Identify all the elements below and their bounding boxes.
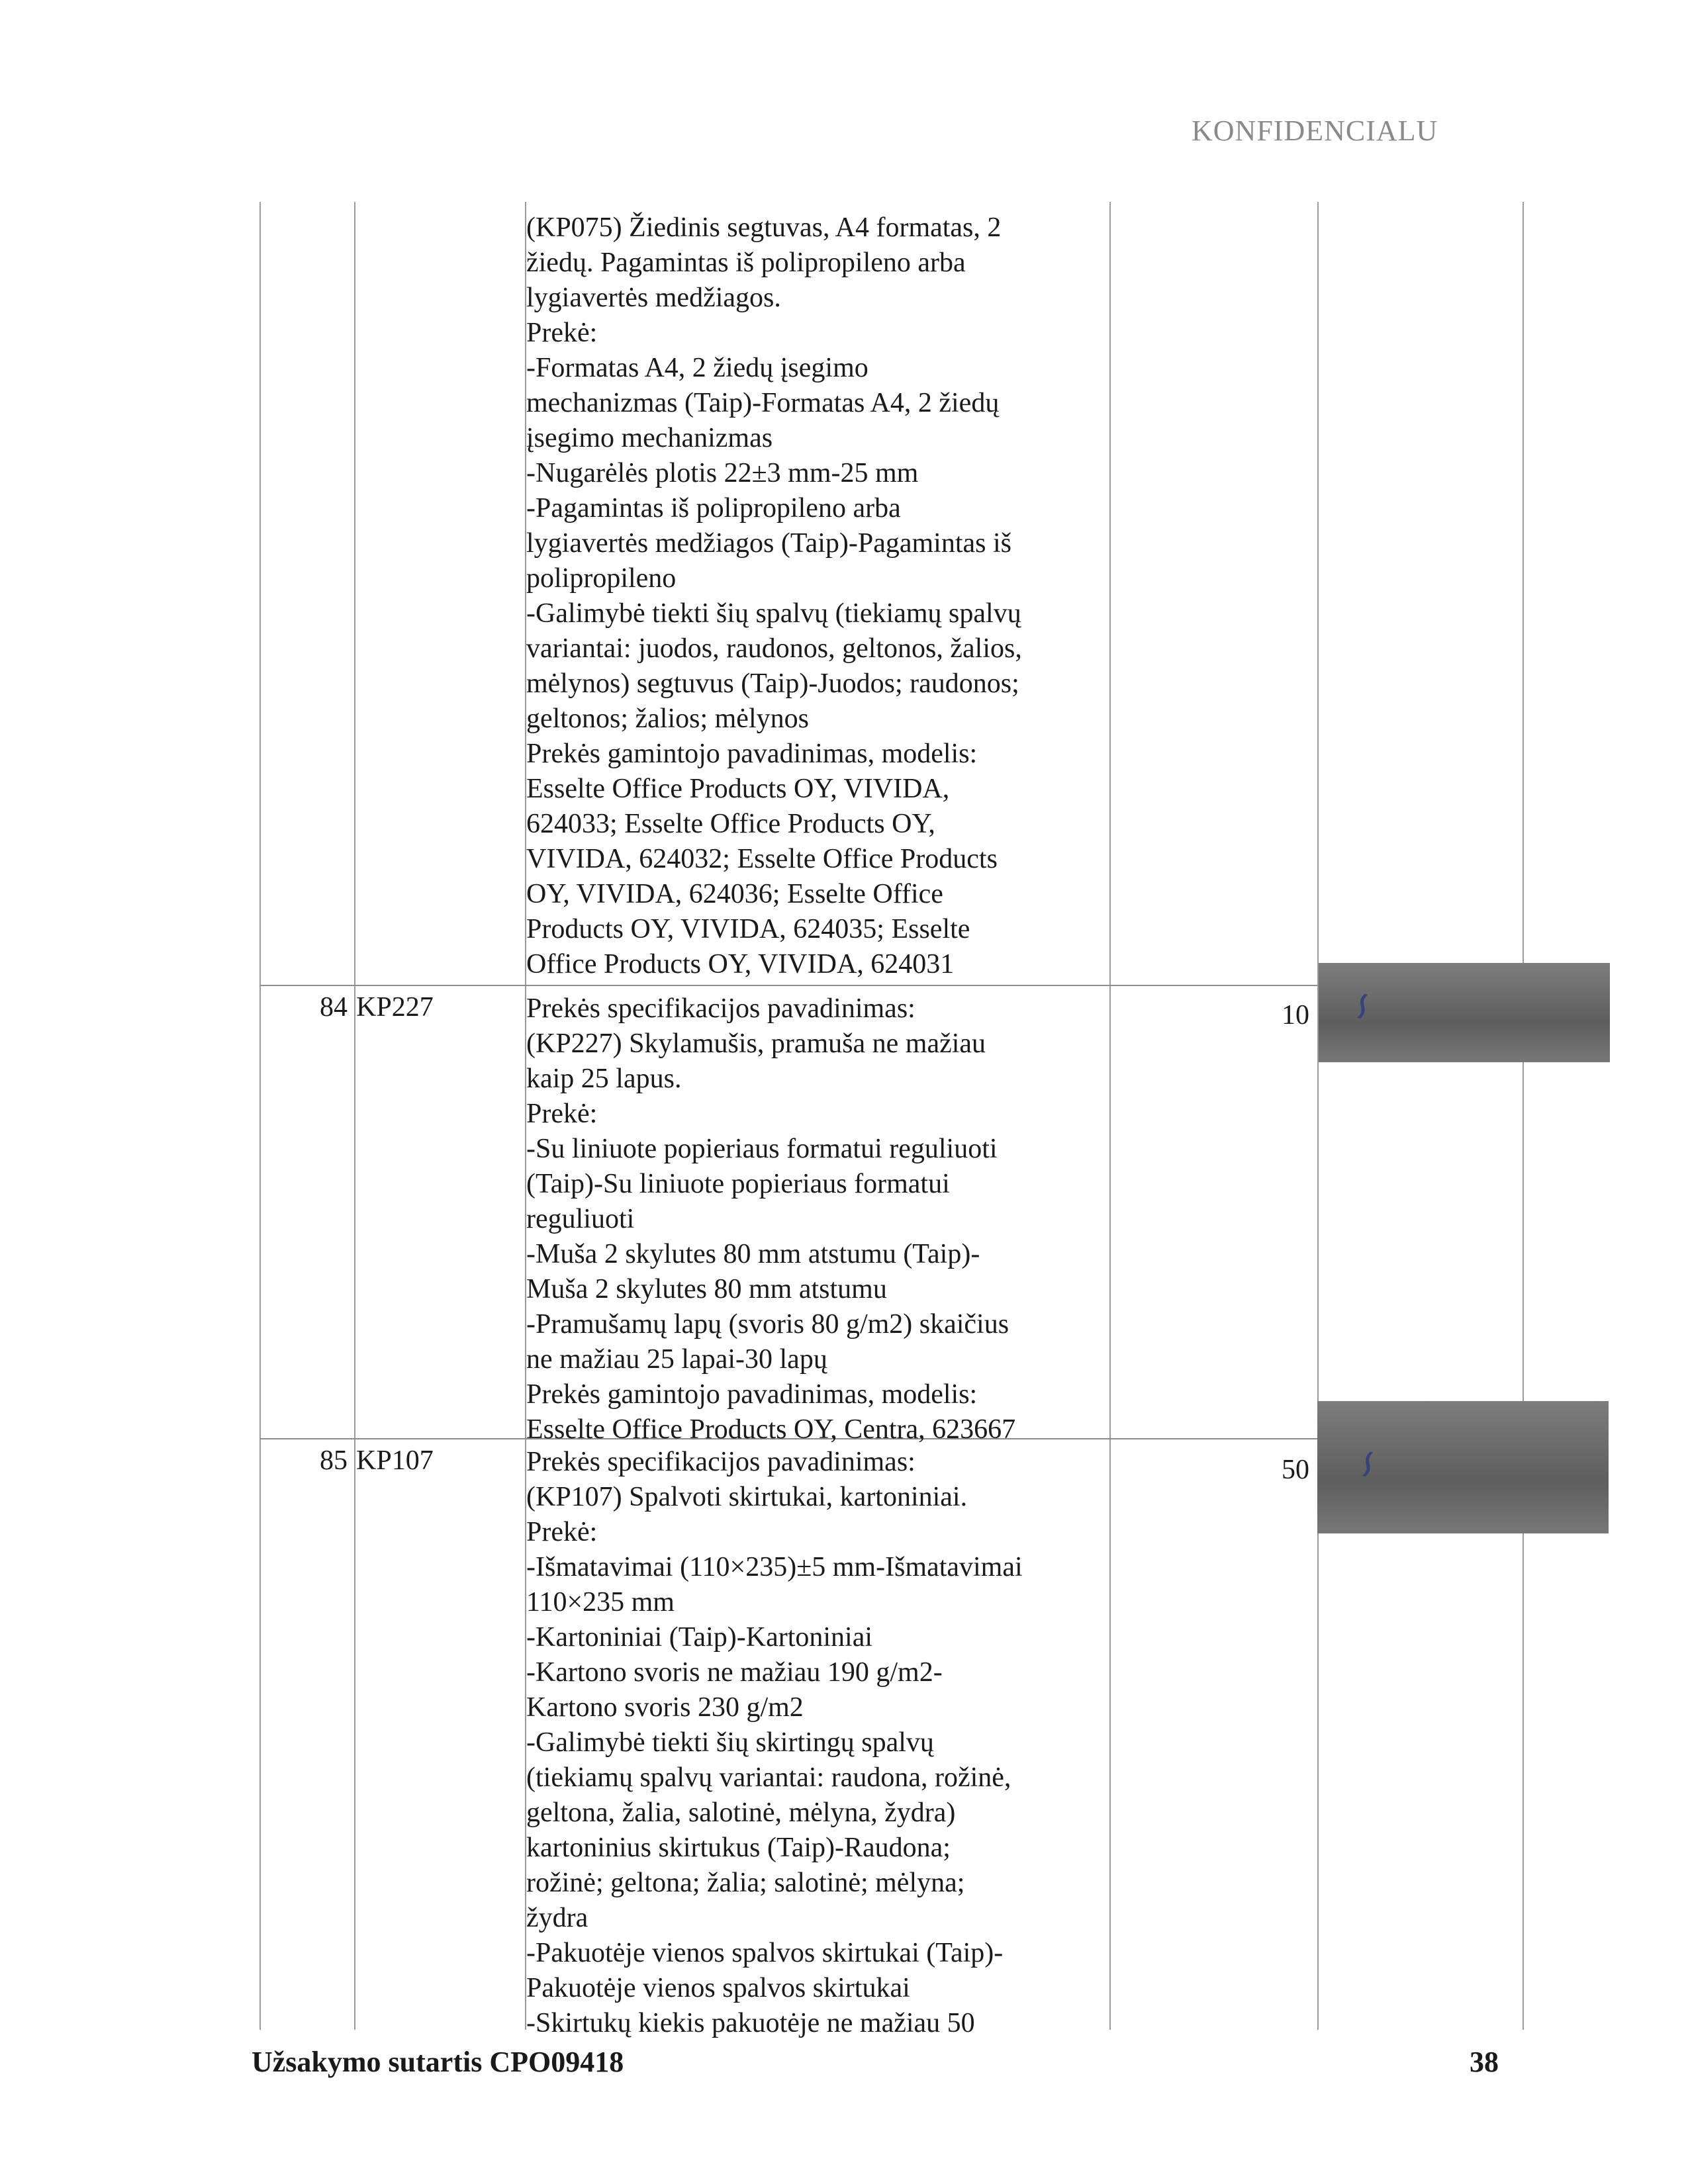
description-line: (KP075) Žiedinis segtuvas, A4 formatas, 2: [526, 212, 1002, 243]
row-number: 84: [320, 992, 348, 1023]
item-description: [526, 991, 1109, 1447]
description-line: Esselte Office Products OY, Centra, 623667: [526, 1414, 1016, 1445]
description-line: Kartono svoris 230 g/m2: [526, 1692, 804, 1723]
description-line: OY, VIVIDA, 624036; Esselte Office: [526, 879, 943, 909]
description-line: (KP227) Skylamušis, pramuša ne mažiau: [526, 1028, 986, 1059]
description-line: Prekės gamintojo pavadinimas, modelis:: [526, 1379, 978, 1410]
description-line: polipropileno: [526, 563, 677, 594]
handwritten-mark-icon: ∽: [1341, 1443, 1393, 1484]
description-line: ne mažiau 25 lapai-30 lapų: [526, 1344, 827, 1375]
description-line: (tiekiamų spalvų variantai: raudona, rožinė,: [526, 1762, 1011, 1793]
description-line: kartoninius skirtukus (Taip)-Raudona;: [526, 1833, 951, 1863]
description-line: Prekės gamintojo pavadinimas, modelis:: [526, 739, 978, 769]
description-line: geltonos; žalios; mėlynos: [526, 704, 809, 734]
description-line: rožinė; geltona; žalia; salotinė; mėlyna;: [526, 1868, 965, 1898]
table-border-left: [259, 202, 261, 2030]
item-description: [526, 1445, 1109, 2041]
description-line: variantai: juodos, raudonos, geltonos, žalios,: [526, 633, 1022, 664]
item-description: [526, 210, 1109, 982]
description-line: Muša 2 skylutes 80 mm atstumu: [526, 1274, 887, 1304]
item-quantity: 10: [1282, 1000, 1309, 1030]
description-line: mėlynos) segtuvus (Taip)-Juodos; raudonos;: [526, 668, 1019, 699]
description-line: -Skirtukų kiekis pakuotėje ne mažiau 50: [526, 2008, 975, 2038]
table-column-divider: [1109, 202, 1111, 2030]
description-line: Prekė:: [526, 318, 598, 348]
description-line: lygiavertės medžiagos.: [526, 283, 781, 313]
description-line: Pakuotėje vienos spalvos skirtukai: [526, 1973, 910, 2003]
description-line: 624033; Esselte Office Products OY,: [526, 809, 935, 839]
confidential-label: KONFIDENCIALU: [1192, 114, 1438, 147]
description-line: -Su liniuote popieriaus formatui reguliuoti: [526, 1134, 998, 1164]
description-line: -Kartoniniai (Taip)-Kartoniniai: [526, 1622, 873, 1653]
description-line: -Pakuotėje vienos spalvos skirtukai (Taip)-: [526, 1938, 1004, 1968]
description-line: -Galimybė tiekti šių skirtingų spalvų: [526, 1727, 934, 1758]
table-column-divider: [354, 202, 355, 2030]
description-line: -Muša 2 skylutes 80 mm atstumu (Taip)-: [526, 1239, 980, 1269]
description-line: žiedų. Pagamintas iš polipropileno arba: [526, 248, 966, 278]
description-line: -Išmatavimai (110×235)±5 mm-Išmatavimai: [526, 1552, 1023, 1582]
table-border-right: [1523, 202, 1524, 2030]
description-line: kaip 25 lapus.: [526, 1064, 682, 1094]
description-line: žydra: [526, 1903, 588, 1933]
description-line: -Formatas A4, 2 žiedų įsegimo: [526, 353, 868, 383]
description-line: Prekės specifikacijos pavadinimas:: [526, 993, 915, 1024]
redaction-patch: [1319, 963, 1610, 1062]
description-line: reguliuoti: [526, 1204, 635, 1234]
row-divider: [259, 985, 1319, 986]
description-line: 110×235 mm: [526, 1587, 675, 1617]
description-line: -Pramušamų lapų (svoris 80 g/m2) skaičius: [526, 1309, 1009, 1340]
description-line: -Nugarėlės plotis 22±3 mm-25 mm: [526, 458, 919, 488]
description-line: Office Products OY, VIVIDA, 624031: [526, 949, 955, 979]
redaction-patch: [1317, 1401, 1609, 1533]
description-line: Prekė:: [526, 1517, 598, 1547]
document-title: Užsakymo sutartis CPO09418: [252, 2046, 624, 2078]
description-line: įsegimo mechanizmas: [526, 423, 773, 453]
description-line: -Kartono svoris ne mažiau 190 g/m2-: [526, 1657, 943, 1688]
description-line: (KP107) Spalvoti skirtukai, kartoniniai.: [526, 1482, 968, 1512]
description-line: (Taip)-Su liniuote popieriaus formatui: [526, 1169, 950, 1199]
description-line: lygiavertės medžiagos (Taip)-Pagamintas iš: [526, 528, 1012, 559]
item-code: KP227: [356, 992, 434, 1023]
table-column-divider: [1317, 202, 1319, 2030]
description-line: Esselte Office Products OY, VIVIDA,: [526, 774, 950, 804]
description-line: geltona, žalia, salotinė, mėlyna, žydra): [526, 1797, 956, 1828]
description-line: Prekės specifikacijos pavadinimas:: [526, 1447, 915, 1477]
description-line: Prekė:: [526, 1099, 598, 1129]
row-number: 85: [320, 1445, 348, 1476]
item-code: KP107: [356, 1445, 434, 1476]
description-line: VIVIDA, 624032; Esselte Office Products: [526, 844, 998, 874]
page-number: 38: [1470, 2046, 1499, 2078]
description-line: -Pagamintas iš polipropileno arba: [526, 493, 901, 523]
description-line: -Galimybė tiekti šių spalvų (tiekiamų spalvų: [526, 598, 1021, 629]
item-quantity: 50: [1282, 1455, 1309, 1485]
description-line: mechanizmas (Taip)-Formatas A4, 2 žiedų: [526, 388, 1000, 418]
description-line: Products OY, VIVIDA, 624035; Esselte: [526, 914, 970, 944]
handwritten-mark-icon: ∽: [1336, 985, 1387, 1026]
